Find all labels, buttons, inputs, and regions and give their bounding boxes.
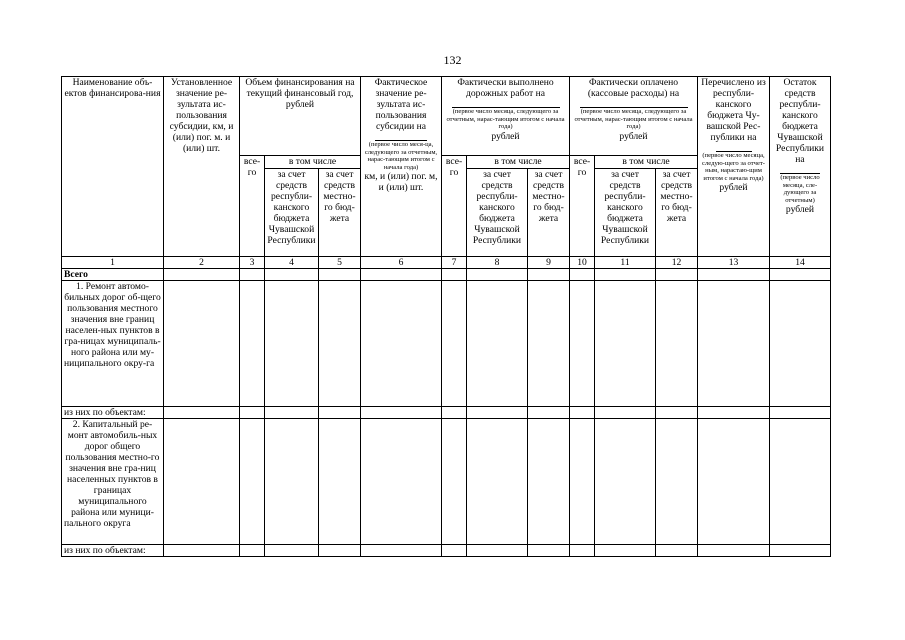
- column-number: 1: [62, 257, 164, 269]
- header-works-done-note: (первое число месяца, следующего за отчетным, нарас-тающим итогом с начала года): [446, 108, 565, 131]
- row-label-repair: 1. Ремонт автомо-бильных дорог об-щего пользования местного значения вне границ населен-ных пунктов в гра-ницах муниципаль-ного района или му-ниципального окру-га: [62, 281, 164, 407]
- column-number: 8: [467, 257, 528, 269]
- header-paid-local: за счет средств местно-го бюд-жета: [656, 169, 698, 257]
- column-number: 12: [656, 257, 698, 269]
- column-number: 6: [361, 257, 442, 269]
- header-paid-title: Фактически оплачено (кассовые расходы) на: [587, 77, 680, 99]
- header-works-done-unit: рублей: [491, 130, 520, 142]
- header-works-local: за счет средств местно-го бюд-жета: [528, 169, 570, 257]
- row-label-by-objects: из них по объектам:: [62, 407, 164, 419]
- header-works-total: все-го: [442, 156, 467, 257]
- header-actual-value-title: Фактическое значение ре-зультата ис-пользования субсидии на: [374, 77, 428, 132]
- page-number: 132: [443, 53, 462, 67]
- header-transferred: [698, 77, 770, 257]
- column-number: 14: [770, 257, 831, 269]
- column-number: 11: [595, 257, 656, 269]
- header-balance-note: (первое число месяца, сле-дующего за отчетным): [780, 174, 820, 204]
- column-number: 4: [265, 257, 319, 269]
- column-number: 5: [319, 257, 361, 269]
- header-balance-title: Остаток средств республи-канского бюджета Чувашской Республики на: [775, 77, 825, 165]
- table-row: [62, 419, 831, 545]
- header-paid-note: (первое число месяца, следующего за отчетным, нарас-тающим итогом с начала года): [574, 108, 693, 131]
- header-works-done-title: Фактически выполнено дорожных работ на: [457, 77, 554, 99]
- header-actual-value: [361, 77, 442, 257]
- header-works-done: [442, 77, 570, 156]
- header-paid-republic: за счет средств республи-канского бюджета Чувашской Республики: [595, 169, 656, 257]
- header-financing-local: за счет средств местно-го бюд-жета: [319, 169, 361, 257]
- date-blank: [375, 132, 427, 141]
- header-financing-including: в том числе: [265, 156, 361, 169]
- header-transferred-note: (первое число месяца, следую-щего за отчет-ным, нарастаю-щим итогом с начала года): [702, 152, 765, 182]
- column-number: 2: [164, 257, 240, 269]
- header-object-name: Наименование объ-ектов финансирова-ния: [62, 77, 164, 257]
- column-number: 7: [442, 257, 467, 269]
- header-paid-unit: рублей: [619, 130, 648, 142]
- header-actual-value-unit: км, и (или) пог. м, и (или) шт.: [364, 171, 438, 194]
- header-works-republic: за счет средств республи-канского бюджета Чувашской Республики: [467, 169, 528, 257]
- row-label-by-objects: из них по объектам:: [62, 545, 164, 557]
- header-financing-volume: Объем финансирования на текущий финансовый год, рублей: [240, 77, 361, 156]
- header-paid-including: в том числе: [595, 156, 698, 169]
- header-transferred-title: Перечислено из республи-канского бюджета Чу-вашской Рес-публики на: [701, 77, 766, 143]
- header-paid: [570, 77, 698, 156]
- header-balance: [770, 77, 831, 257]
- header-balance-unit: рублей: [785, 204, 815, 216]
- date-blank: [580, 99, 688, 108]
- table-row: [62, 281, 831, 407]
- column-number: 10: [570, 257, 595, 269]
- table-row: [62, 407, 831, 419]
- table-row: [62, 545, 831, 557]
- header-works-including: в том числе: [467, 156, 570, 169]
- header-transferred-unit: рублей: [719, 182, 748, 194]
- header-target-value: Установленное значение ре-зультата ис-пользования субсидии, км, и (или) пог. м. и (или) шт.: [164, 77, 240, 257]
- header-paid-total: все-го: [570, 156, 595, 257]
- row-label-total: Всего: [62, 269, 164, 281]
- date-blank: [452, 99, 560, 108]
- column-number: 3: [240, 257, 265, 269]
- header-financing-total: все-го: [240, 156, 265, 257]
- date-blank: [780, 165, 820, 174]
- header-actual-value-note: (первое число меся-ца, следующего за отчетным, нарас-тающим итогом с начала года): [364, 141, 438, 171]
- row-label-capital-repair: 2. Капитальный ре-монт автомобиль-ных дорог общего пользования местно-го значения вне гра-ниц населенных пунктов в границах муниципального района или муници-пального округа: [62, 419, 164, 545]
- header-financing-republic: за счет средств республи-канского бюджета Чувашской Республики: [265, 169, 319, 257]
- column-number: 13: [698, 257, 770, 269]
- financing-report-table: [61, 76, 831, 557]
- table-row: [62, 269, 831, 281]
- date-blank: [716, 143, 752, 152]
- column-number: 9: [528, 257, 570, 269]
